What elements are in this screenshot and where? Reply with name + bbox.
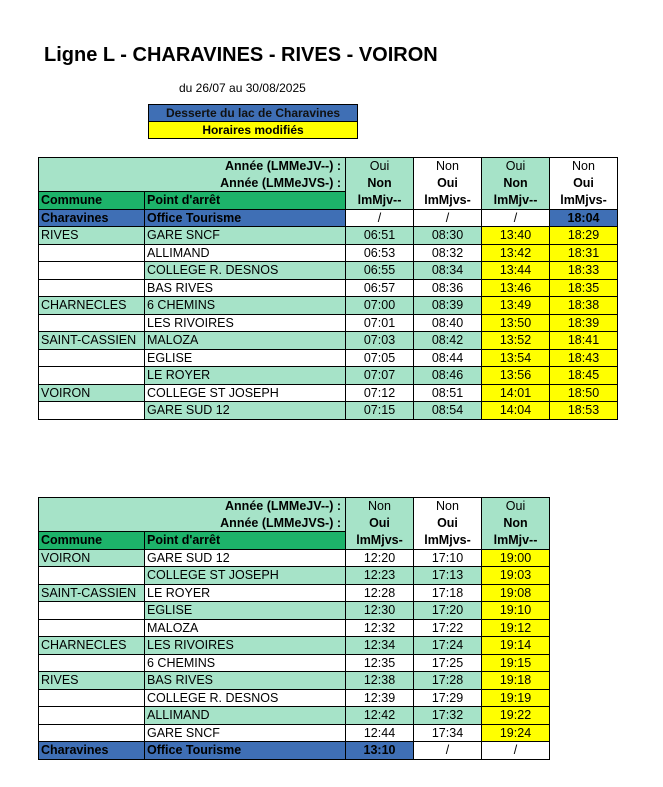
- time-cell: 19:10: [482, 602, 550, 620]
- stop-name-cell: LES RIVOIRES: [145, 637, 346, 655]
- time-cell: 12:34: [346, 637, 414, 655]
- commune-cell: [39, 367, 145, 385]
- time-cell: /: [414, 209, 482, 227]
- time-cell: 13:56: [482, 367, 550, 385]
- time-cell: 14:04: [482, 402, 550, 420]
- commune-cell: [39, 724, 145, 742]
- column-header-stop: Point d'arrêt: [145, 192, 346, 210]
- table-row: [39, 227, 618, 245]
- time-cell: 17:25: [414, 654, 482, 672]
- day-code: lmMjvs-: [346, 532, 414, 550]
- col-header-row2: Oui: [414, 175, 482, 192]
- time-cell: 17:13: [414, 567, 482, 585]
- table-row: [39, 549, 550, 567]
- table-row: [39, 584, 550, 602]
- commune-cell: SAINT-CASSIEN: [39, 584, 145, 602]
- time-cell: 13:52: [482, 332, 550, 350]
- stop-name-cell: ALLIMAND: [145, 244, 346, 262]
- table-row: [39, 332, 618, 350]
- time-cell: 13:42: [482, 244, 550, 262]
- time-cell: 07:15: [346, 402, 414, 420]
- time-cell: 12:44: [346, 724, 414, 742]
- stop-name-cell: EGLISE: [145, 602, 346, 620]
- table-row: [39, 279, 618, 297]
- stop-name-cell: MALOZA: [145, 332, 346, 350]
- time-cell: 19:19: [482, 689, 550, 707]
- time-cell: 19:03: [482, 567, 550, 585]
- legend: [148, 104, 358, 139]
- time-cell: 19:12: [482, 619, 550, 637]
- time-cell: 17:32: [414, 707, 482, 725]
- time-cell: 12:28: [346, 584, 414, 602]
- time-cell: 07:03: [346, 332, 414, 350]
- stop-name-cell: BAS RIVES: [145, 279, 346, 297]
- time-cell: 12:23: [346, 567, 414, 585]
- legend-lake-service: Desserte du lac de Charavines: [149, 105, 357, 122]
- commune-cell: Charavines: [39, 742, 145, 760]
- commune-cell: RIVES: [39, 227, 145, 245]
- stop-name-cell: MALOZA: [145, 619, 346, 637]
- stop-name-cell: COLLEGE ST JOSEPH: [145, 384, 346, 402]
- table-row: [39, 297, 618, 315]
- day-code: lmMjv--: [482, 532, 550, 550]
- time-cell: 12:38: [346, 672, 414, 690]
- table-row: [39, 367, 618, 385]
- col-header-row1: Oui: [482, 158, 550, 175]
- col-header-row2: Oui: [550, 175, 618, 192]
- time-cell: 08:46: [414, 367, 482, 385]
- time-cell: 18:29: [550, 227, 618, 245]
- time-cell: 06:53: [346, 244, 414, 262]
- time-cell: 18:35: [550, 279, 618, 297]
- table-row: [39, 724, 550, 742]
- header-annee-saturday: Année (LMMeJVS-) :: [39, 175, 346, 192]
- commune-cell: RIVES: [39, 672, 145, 690]
- commune-cell: [39, 244, 145, 262]
- time-cell: 18:31: [550, 244, 618, 262]
- col-header-row1: Oui: [482, 498, 550, 515]
- stop-name-cell: EGLISE: [145, 349, 346, 367]
- time-cell: 18:33: [550, 262, 618, 280]
- table-row: [39, 244, 618, 262]
- table-row: [39, 689, 550, 707]
- time-cell: 19:18: [482, 672, 550, 690]
- header-annee-weekday: Année (LMMeJV--) :: [39, 498, 346, 515]
- time-cell: 12:35: [346, 654, 414, 672]
- table-row: [39, 707, 550, 725]
- time-cell: 08:44: [414, 349, 482, 367]
- time-cell: 07:12: [346, 384, 414, 402]
- time-cell: 07:01: [346, 314, 414, 332]
- time-cell: 17:34: [414, 724, 482, 742]
- table-row: [39, 637, 550, 655]
- table-row: [39, 262, 618, 280]
- time-cell: 19:14: [482, 637, 550, 655]
- commune-cell: [39, 567, 145, 585]
- time-cell: 18:50: [550, 384, 618, 402]
- table-row: [39, 672, 550, 690]
- commune-cell: CHARNECLES: [39, 297, 145, 315]
- time-cell: 06:55: [346, 262, 414, 280]
- stop-name-cell: LE ROYER: [145, 584, 346, 602]
- column-header-commune: Commune: [39, 192, 145, 210]
- stop-name-cell: COLLEGE ST JOSEPH: [145, 567, 346, 585]
- time-cell: 18:45: [550, 367, 618, 385]
- time-cell: /: [482, 209, 550, 227]
- time-cell: 18:39: [550, 314, 618, 332]
- commune-cell: [39, 349, 145, 367]
- commune-cell: [39, 707, 145, 725]
- time-cell: 08:30: [414, 227, 482, 245]
- validity-dates: du 26/07 au 30/08/2025: [179, 81, 306, 95]
- table-row: [39, 402, 618, 420]
- stop-name-cell: ALLIMAND: [145, 707, 346, 725]
- commune-cell: [39, 654, 145, 672]
- time-cell: 19:00: [482, 549, 550, 567]
- column-header-commune: Commune: [39, 532, 145, 550]
- table-row: [39, 349, 618, 367]
- table-row: [39, 742, 550, 760]
- commune-cell: [39, 279, 145, 297]
- time-cell: /: [482, 742, 550, 760]
- table-row: [39, 384, 618, 402]
- timetable-outbound: [38, 157, 618, 420]
- commune-cell: [39, 619, 145, 637]
- time-cell: 17:28: [414, 672, 482, 690]
- col-header-row1: Non: [414, 158, 482, 175]
- time-cell: 13:40: [482, 227, 550, 245]
- table-row: [39, 567, 550, 585]
- stop-name-cell: 6 CHEMINS: [145, 654, 346, 672]
- stop-name-cell: Office Tourisme: [145, 742, 346, 760]
- col-header-row2: Non: [482, 175, 550, 192]
- day-code: lmMjvs-: [414, 192, 482, 210]
- page-title: Ligne L - CHARAVINES - RIVES - VOIRON: [44, 44, 438, 66]
- time-cell: 13:44: [482, 262, 550, 280]
- stop-name-cell: GARE SUD 12: [145, 402, 346, 420]
- time-cell: 19:08: [482, 584, 550, 602]
- time-cell: 19:22: [482, 707, 550, 725]
- day-code: lmMjvs-: [550, 192, 618, 210]
- time-cell: 08:34: [414, 262, 482, 280]
- legend-modified-times: Horaires modifiés: [149, 122, 357, 138]
- stop-name-cell: 6 CHEMINS: [145, 297, 346, 315]
- time-cell: 13:46: [482, 279, 550, 297]
- column-header-stop: Point d'arrêt: [145, 532, 346, 550]
- commune-cell: VOIRON: [39, 384, 145, 402]
- col-header-row1: Non: [346, 498, 414, 515]
- commune-cell: [39, 602, 145, 620]
- time-cell: 17:24: [414, 637, 482, 655]
- stop-name-cell: COLLEGE R. DESNOS: [145, 262, 346, 280]
- timetable-return: [38, 497, 550, 760]
- table-row: [39, 619, 550, 637]
- time-cell: 08:39: [414, 297, 482, 315]
- commune-cell: SAINT-CASSIEN: [39, 332, 145, 350]
- table-row: [39, 314, 618, 332]
- time-cell: 08:42: [414, 332, 482, 350]
- time-cell: 06:51: [346, 227, 414, 245]
- time-cell: 18:53: [550, 402, 618, 420]
- time-cell: 07:07: [346, 367, 414, 385]
- commune-cell: CHARNECLES: [39, 637, 145, 655]
- col-header-row1: Oui: [346, 158, 414, 175]
- table-row: [39, 209, 618, 227]
- time-cell: 14:01: [482, 384, 550, 402]
- col-header-row2: Oui: [414, 515, 482, 532]
- stop-name-cell: LES RIVOIRES: [145, 314, 346, 332]
- stop-name-cell: BAS RIVES: [145, 672, 346, 690]
- header-annee-weekday: Année (LMMeJV--) :: [39, 158, 346, 175]
- col-header-row1: Non: [550, 158, 618, 175]
- time-cell: 07:05: [346, 349, 414, 367]
- time-cell: 12:20: [346, 549, 414, 567]
- col-header-row2: Non: [346, 175, 414, 192]
- time-cell: 12:39: [346, 689, 414, 707]
- time-cell: 12:30: [346, 602, 414, 620]
- stop-name-cell: GARE SNCF: [145, 227, 346, 245]
- stop-name-cell: GARE SNCF: [145, 724, 346, 742]
- time-cell: 18:43: [550, 349, 618, 367]
- time-cell: /: [346, 209, 414, 227]
- time-cell: 17:18: [414, 584, 482, 602]
- time-cell: 06:57: [346, 279, 414, 297]
- stop-name-cell: Office Tourisme: [145, 209, 346, 227]
- header-annee-saturday: Année (LMMeJVS-) :: [39, 515, 346, 532]
- time-cell: 13:49: [482, 297, 550, 315]
- day-code: lmMjv--: [482, 192, 550, 210]
- time-cell: 18:38: [550, 297, 618, 315]
- time-cell: 12:32: [346, 619, 414, 637]
- time-cell: 18:41: [550, 332, 618, 350]
- commune-cell: [39, 689, 145, 707]
- col-header-row2: Oui: [346, 515, 414, 532]
- stop-name-cell: GARE SUD 12: [145, 549, 346, 567]
- time-cell: 08:51: [414, 384, 482, 402]
- commune-cell: [39, 314, 145, 332]
- time-cell: 17:10: [414, 549, 482, 567]
- commune-cell: [39, 402, 145, 420]
- time-cell: 13:54: [482, 349, 550, 367]
- time-cell: 13:10: [346, 742, 414, 760]
- stop-name-cell: LE ROYER: [145, 367, 346, 385]
- time-cell: 07:00: [346, 297, 414, 315]
- time-cell: 17:29: [414, 689, 482, 707]
- time-cell: 08:40: [414, 314, 482, 332]
- time-cell: 08:36: [414, 279, 482, 297]
- col-header-row1: Non: [414, 498, 482, 515]
- time-cell: 17:20: [414, 602, 482, 620]
- table-row: [39, 654, 550, 672]
- day-code: lmMjv--: [346, 192, 414, 210]
- time-cell: 19:24: [482, 724, 550, 742]
- time-cell: 08:32: [414, 244, 482, 262]
- time-cell: 12:42: [346, 707, 414, 725]
- time-cell: /: [414, 742, 482, 760]
- time-cell: 17:22: [414, 619, 482, 637]
- stop-name-cell: COLLEGE R. DESNOS: [145, 689, 346, 707]
- commune-cell: Charavines: [39, 209, 145, 227]
- col-header-row2: Non: [482, 515, 550, 532]
- commune-cell: [39, 262, 145, 280]
- time-cell: 18:04: [550, 209, 618, 227]
- time-cell: 08:54: [414, 402, 482, 420]
- table-row: [39, 602, 550, 620]
- day-code: lmMjvs-: [414, 532, 482, 550]
- time-cell: 19:15: [482, 654, 550, 672]
- commune-cell: VOIRON: [39, 549, 145, 567]
- time-cell: 13:50: [482, 314, 550, 332]
